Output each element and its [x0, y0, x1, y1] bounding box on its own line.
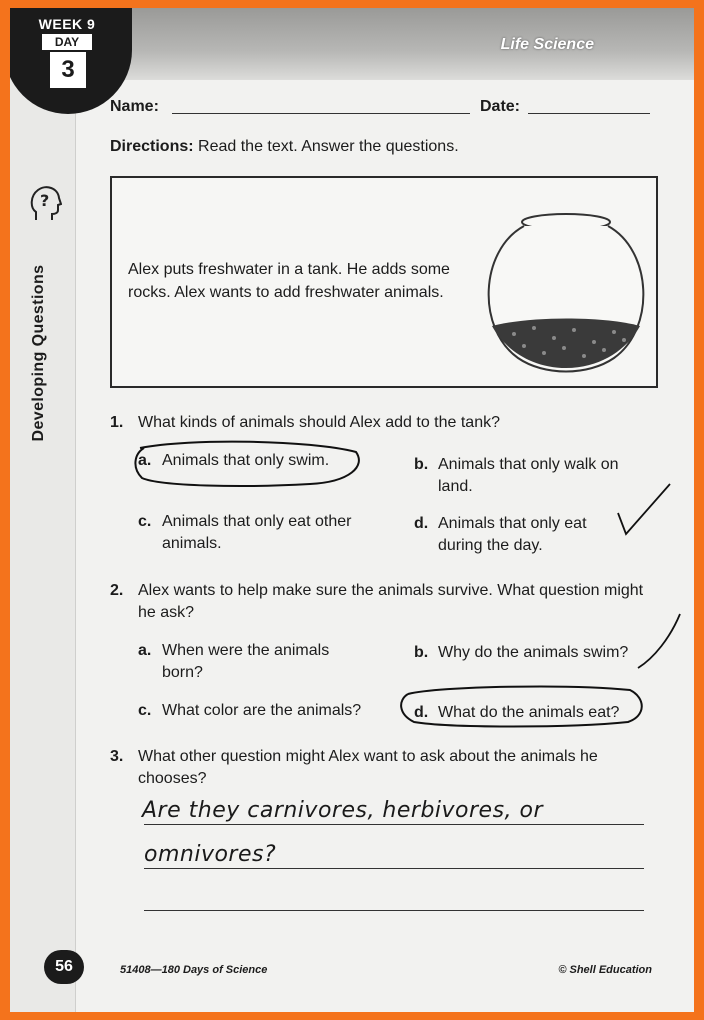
checkmark-q2 — [638, 614, 680, 668]
book-title: 51408—180 Days of Science — [120, 964, 268, 976]
option-text: Animals that only swim. — [162, 452, 330, 469]
option-letter: a. — [138, 642, 152, 659]
question-number: 3. — [110, 748, 124, 765]
svg-text:?: ? — [40, 191, 50, 210]
directions-text: Read the text. Answer the questions. — [198, 138, 459, 155]
checkmark-q1 — [618, 484, 670, 534]
skill-text: Developing Questions — [30, 264, 47, 442]
day-label: DAY — [42, 34, 92, 50]
page-number: 56 — [44, 950, 84, 984]
circle-q2-d — [401, 687, 642, 727]
option-letter: b. — [414, 456, 429, 473]
option-letter: d. — [414, 515, 429, 532]
option-letter: b. — [414, 644, 429, 661]
option-text: What color are the animals? — [162, 702, 362, 719]
day-number: 3 — [50, 52, 86, 88]
question-text: What kinds of animals should Alex add to the tank? — [138, 414, 500, 431]
date-label: Date: — [480, 98, 521, 115]
question-text: Alex wants to help make sure the animals survive. What question might he ask? — [138, 582, 644, 621]
option-text: Why do the animals swim? — [438, 644, 629, 661]
option-text: Animals that only walk on land. — [438, 456, 619, 495]
option-text: Animals that only eat other animals. — [162, 513, 352, 552]
option-letter: a. — [138, 452, 152, 469]
option-text: Animals that only eat during the day. — [438, 515, 587, 554]
worksheet-page — [10, 8, 694, 1012]
topic-label: Life Science — [500, 36, 594, 53]
week-label: WEEK 9 — [38, 16, 96, 32]
handwritten-answer-line-1: Are they carnivores, herbivores, or — [142, 798, 544, 823]
publisher: © Shell Education — [558, 964, 652, 976]
option-letter: c. — [138, 702, 152, 719]
option-letter: d. — [414, 704, 429, 721]
option-letter: c. — [138, 513, 152, 530]
passage-text: Alex puts freshwater in a tank. He adds some rocks. Alex wants to add freshwater animals. — [128, 261, 450, 301]
handwritten-answer-line-2: omnivores? — [144, 842, 277, 867]
circle-q1-a — [135, 442, 358, 486]
option-text: What do the animals eat? — [438, 704, 620, 721]
pen-marks — [10, 8, 694, 1012]
question-number: 2. — [110, 582, 124, 599]
question-text: What other question might Alex want to ask about the animals he chooses? — [138, 748, 598, 787]
name-label: Name: — [110, 98, 159, 115]
question-number: 1. — [110, 414, 124, 431]
option-text: When were the animals born? — [162, 642, 330, 681]
directions-label: Directions: — [110, 138, 194, 155]
